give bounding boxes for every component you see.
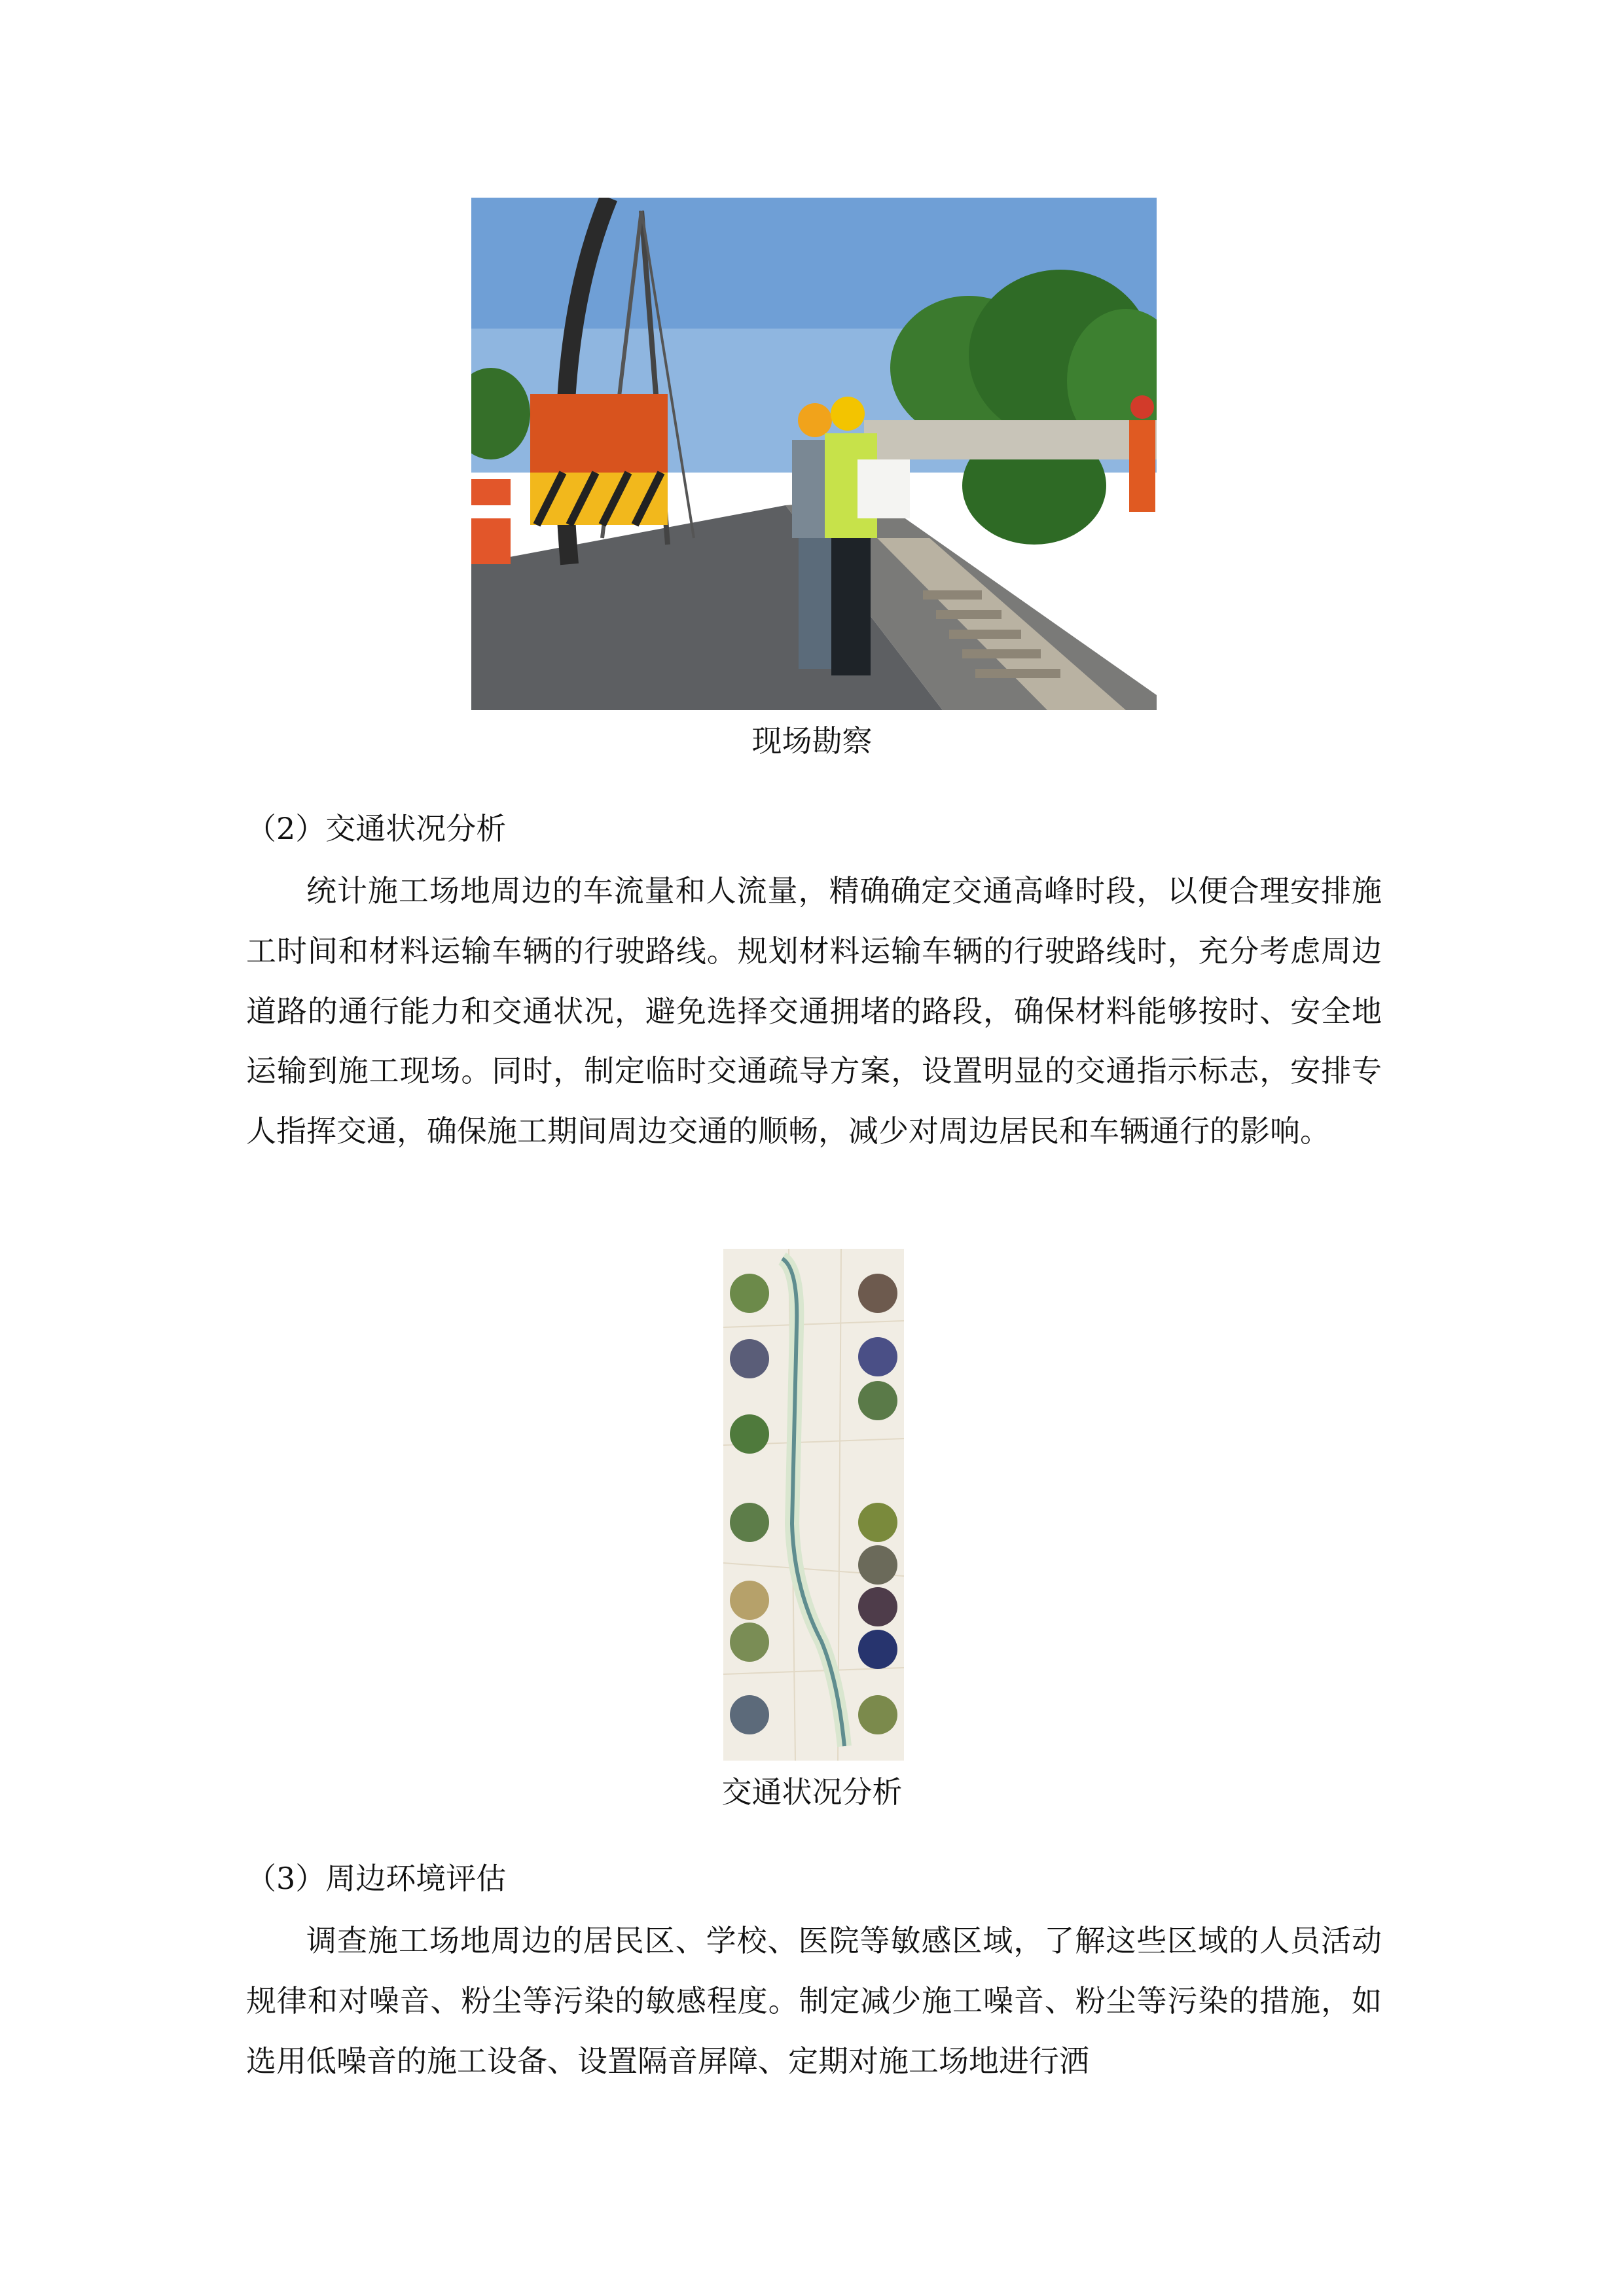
- figure-caption: 现场勘察: [751, 723, 873, 759]
- section-paragraph: 统计施工场地周边的车流量和人流量，精确确定交通高峰时段，以便合理安排施工时间和材料运输车辆的行驶路线。规划材料运输车辆的行驶路线时，充分考虑周边道路的通行能力和交通状况，避免选择交通拥堵的路段，确保材料能够按时、安全地运输到施工现场。同时，制定临时交通疏导方案，设置明显的交通指示标志，安排专人指挥交通，确保施工期间周边交通的顺畅，减少对周边居民和车辆通行的影响。: [246, 873, 1382, 1149]
- section-heading: （3）周边环境评估: [246, 1861, 507, 1896]
- figure-caption: 交通状况分析: [721, 1774, 903, 1810]
- section-paragraph: 调查施工场地周边的居民区、学校、医院等敏感区域，了解这些区域的人员活动规律和对噪音、粉尘等污染的敏感程度。制定减少施工噪音、粉尘等污染的措施，如选用低噪音的施工设备、设置隔音屏障、定期对施工场地进行洒: [246, 1923, 1382, 2079]
- site-survey-photo: [471, 198, 1157, 710]
- section-heading: （2）交通状况分析: [246, 811, 507, 846]
- traffic-analysis-map: [723, 1249, 904, 1761]
